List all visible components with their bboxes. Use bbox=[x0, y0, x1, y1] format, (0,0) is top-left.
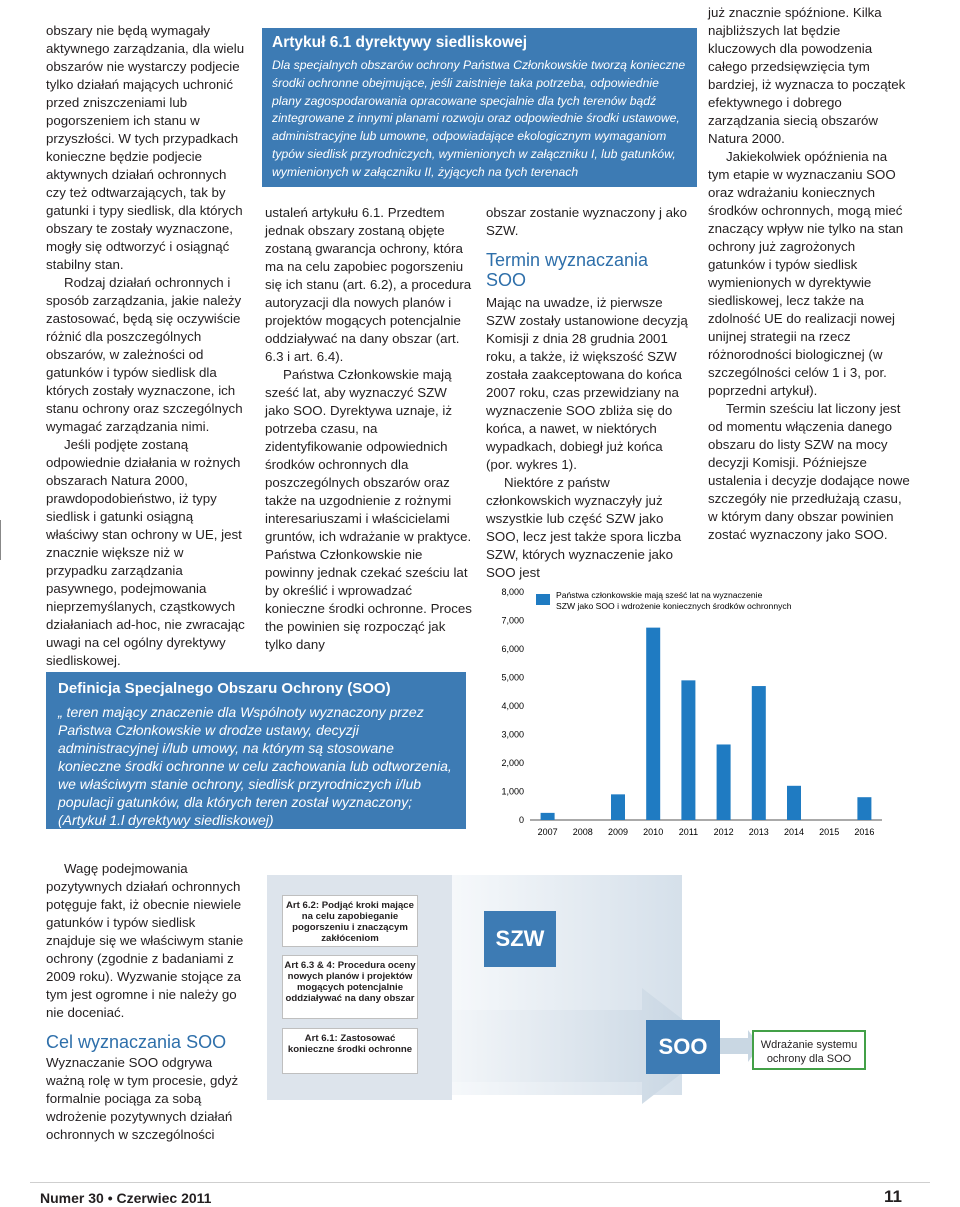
x-tick-label: 2012 bbox=[713, 827, 734, 837]
x-tick-label: 2009 bbox=[607, 827, 629, 837]
legend-label-line-2: SZW jako SOO i wdrożenie koniecznych środków ochronnych bbox=[556, 601, 792, 611]
x-tick-label: 2015 bbox=[819, 827, 840, 837]
edge-mark bbox=[0, 520, 1, 560]
col2-paragraph-2: Państwa Członkowskie mają sześć lat, aby wyznaczyć SZW jako SOO. Dyrektywa uznaje, iż potrzeba czasu, na zidentyfikowanie odpowiednich środków ochronnych dla poszczególnych obszarów oraz także na uzgodnienie z rożnymi interesariuszami i właścicielami gruntów, ich wdrażanie w praktyce. Państwa Członkowskie nie powinny jednak czekać sześciu lat by określić i wprowadzać konieczne środki ochronne. Proces the powinien się rozpocząć jak tylko dany bbox=[265, 367, 472, 652]
implementation-box: Wdrażanie systemu ochrony dla SOO bbox=[752, 1030, 866, 1070]
bar-2009 bbox=[611, 794, 625, 820]
y-tick-label: 2,000 bbox=[501, 758, 524, 768]
soo-box: SOO bbox=[646, 1020, 720, 1074]
flow-box-art-6-2-label: Art 6.2: Podjąć kroki mające na celu zapobieganie pogorszeniu i znaczącym zakłóceniom bbox=[286, 900, 414, 944]
article-box-title: Artykuł 6.1 dyrektywy siedliskowej bbox=[272, 34, 528, 51]
bar-2010 bbox=[646, 628, 660, 820]
x-tick-label: 2007 bbox=[537, 827, 558, 837]
bar-2013 bbox=[752, 686, 766, 820]
y-tick-label: 8,000 bbox=[501, 587, 524, 597]
col2-paragraph-1: ustaleń artykułu 6.1. Przedtem jednak obszary zostaną objęte zostaną gwarancja ochrony, która ma na celu zapobiec pogorszeniu się ich stanu (art. 6.2), a procedura autoryzacji dla nowych planów i projektów mogących potencjalnie oddziaływać na dany obszar (art. 6.3 i art. 6.4). bbox=[265, 205, 472, 364]
y-tick-label: 5,000 bbox=[501, 672, 524, 683]
column-3 bbox=[486, 204, 690, 582]
bar-chart bbox=[486, 578, 886, 848]
x-tick-label: 2013 bbox=[748, 827, 769, 837]
col1b-heading: Cel wyznaczania SOO bbox=[46, 1032, 227, 1052]
col4-paragraph-3: Termin sześciu lat liczony jest od momentu włączenia danego obszaru do listy SZW na mocy decyzji Komisji. Późniejsze ustalenia i decyzje dodające nowe szczegóły nie przedłużają czasu, w którym dany obszar powinien zostać wyznaczony jako SOO. bbox=[708, 401, 910, 542]
y-tick-label: 6,000 bbox=[501, 644, 524, 654]
legend-label-line-1: Państwa członkowskie mają sześć lat na wyznaczenie bbox=[556, 590, 763, 600]
bar-2011 bbox=[681, 680, 695, 820]
definition-box bbox=[46, 672, 466, 829]
y-tick-label: 3,000 bbox=[501, 729, 524, 740]
x-tick-label: 2008 bbox=[572, 827, 593, 837]
col3-paragraph-3: Niektóre z państw członkowskich wyznaczyły już wszystkie lub część SZW jako SOO, lecz jest także spora liczba SZW, których wyznaczenie jako SOO jest bbox=[486, 475, 682, 580]
bar-2016 bbox=[857, 797, 871, 820]
definition-box-body: „ teren mający znaczenie dla Wspólnoty wyznaczony przez Państwa Członkowskie w drodze ustawy, decyzji administracyjnej i/lub umowy, na którym są stosowane konieczne środki ochronne w celu zachowania lub odtworzenia, we właściwym stanie ochrony, siedlisk przyrodniczych i/lub populacji gatunków, dla których teren został wyznaczony; (Artykuł 1.l dyrektywy siedliskowej) bbox=[58, 704, 452, 828]
x-tick-label: 2011 bbox=[678, 827, 699, 837]
x-tick-label: 2010 bbox=[643, 827, 664, 837]
col4-paragraph-2: Jakiekolwiek opóźnienia na tym etapie w wyznaczaniu SOO oraz wdrażaniu koniecznych środków ochronnych, mogą mieć znaczący wpływ nie tylko na stan ochrony już zagrożonych gatunków i typów siedlisk wymienionych w dyrektywie siedliskowej, lecz także na zdolność UE do realizacji nowej unijnej strategii na rzecz różnorodności biologicznej (w szczególności celów 1 i 3, por. poprzedni artykuł). bbox=[708, 149, 904, 398]
col1b-paragraph-2: Wyznaczanie SOO odgrywa ważną rolę w tym procesie, gdyż formalnie pociąga za sobą wdrożenie pozytywnych działań ochronnych w szczególności bbox=[46, 1055, 239, 1142]
flow-box-art-6-1-label: Art 6.1: Zastosować konieczne środki ochronne bbox=[287, 1033, 413, 1055]
page-number: 11 bbox=[884, 1187, 902, 1206]
column-4 bbox=[708, 4, 910, 544]
article-box-body: Dla specjalnych obszarów ochrony Państwa Członkowskie tworzą konieczne środki ochronne obejmujące, jeśli zaistnieje taka potrzeba, odpowiednie plany zagospodarowania opracowane specjalnie dla tych terenów bądź zintegrowane z innymi planami rozwoju oraz odpowiednie środki ustawowe, administracyjne lub umowne, odpowiadające ekologicznym wymaganiom typów siedlisk przyrodniczych, wymienionych w załączniku I, lub gatunków, wymienionych w załączniku II, żyjących na tych terenach bbox=[272, 58, 686, 179]
legend-swatch bbox=[536, 594, 550, 605]
flow-box-art-6-3-4-label: Art 6.3 & 4: Procedura oceny nowych planów i projektów mogących potencjalnie oddziaływać na dany obszar bbox=[284, 960, 416, 1004]
flow-box-art-6-1 bbox=[282, 1028, 418, 1074]
col4-paragraph-1: już znacznie spóźnione. Kilka najbliższych lat będzie kluczowych dla powodzenia całego przedsięwzięcia tym bardziej, iż wyznacza to początek efektywnego i dobrego zarządzania siecią obszarów Natura 2000. bbox=[708, 5, 906, 146]
col3-heading: Termin wyznaczania SOO bbox=[486, 250, 649, 290]
article-6-1-box bbox=[262, 28, 697, 187]
footer-rule bbox=[30, 1182, 930, 1183]
x-tick-label: 2014 bbox=[783, 827, 805, 837]
y-tick-label: 4,000 bbox=[501, 701, 524, 711]
col1b-paragraph-1: Wagę podejmowania pozytywnych działań ochronnych potęguje fakt, iż obecnie niewiele gatunków i typów siedlisk znajduje się we właściwym stanie ochrony (zgodnie z badaniami z 2009 roku). Wyzwanie stojące za tym jest ogromne i nie należy go nie doceniać. bbox=[46, 861, 244, 1020]
flow-box-art-6-2 bbox=[282, 895, 418, 947]
column-2 bbox=[265, 204, 473, 654]
y-tick-label: 0 bbox=[518, 815, 524, 825]
bar-2014 bbox=[787, 786, 801, 820]
footer-issue: Numer 30 • Czerwiec 2011 bbox=[40, 1190, 212, 1206]
column-1 bbox=[46, 22, 246, 670]
szw-box: SZW bbox=[484, 911, 556, 967]
flow-box-art-6-3-4 bbox=[282, 955, 418, 1019]
bar-2012 bbox=[717, 744, 731, 820]
bar-2007 bbox=[541, 813, 555, 820]
col1-paragraph-1: obszary nie będą wymagały aktywnego zarządzania, dla wielu obszarów nie wystarczy podjecie tylko działań mających uchronić przed zniszczeniami lub pogorszeniem ich stanu w przyszłości. W tych przypadkach konieczne będzie podjecie aktywnych działań ochronnych czy też odtwarzających, tak by gatunki i typy siedlisk, dla których obszary te zostały wyznaczone, mogły się odtworzyć i osiągnąć stabilny stan. bbox=[46, 23, 245, 272]
y-tick-label: 7,000 bbox=[501, 615, 524, 626]
col1-paragraph-2: Rodzaj działań ochronnych i sposób zarządzania, jakie należy zastosować, będą się oczywiście różnić dla poszczególnych obszarów, w zależności od gatunków i typów siedlisk dla których zostały wyznaczone, ich stanu ochrony oraz szczególnych wymagać zarządzania nimi. bbox=[46, 275, 243, 434]
definition-box-title: Definicja Specjalnego Obszaru Ochrony (SOO) bbox=[58, 680, 391, 697]
col3-paragraph-2: Mając na uwadze, iż pierwsze SZW zostały ustanowione decyzją Komisji z dnia 28 grudnia 2001 roku, a także, iż większość SZW została zaakceptowana do końca 2007 roku, czas przewidziany na wyznaczenie SOO zbliża się do końca, a nawet, w niektórych wypadkach, dobiegł już końca (por. wykres 1). bbox=[486, 295, 688, 472]
col3-paragraph-1: obszar zostanie wyznaczony j ako SZW. bbox=[486, 205, 688, 238]
column-1-bottom bbox=[46, 860, 246, 1144]
y-tick-label: 1,000 bbox=[501, 786, 524, 797]
x-tick-label: 2016 bbox=[854, 827, 875, 837]
col1-paragraph-3: Jeśli podjęte zostaną odpowiednie działania w rożnych obszarach Natura 2000, prawdopodobieństwo, iż typy siedlisk i gatunki osiągną właściwy stan ochrony w UE, jest znacznie większe niż w przypadku zarządzania pasywnego, podejmowania nieprzemyślanych, cząstkowych działaniach ad-hoc, nie zwracając uwagi na cel ogólny dyrektywy siedliskowej. bbox=[46, 437, 245, 668]
